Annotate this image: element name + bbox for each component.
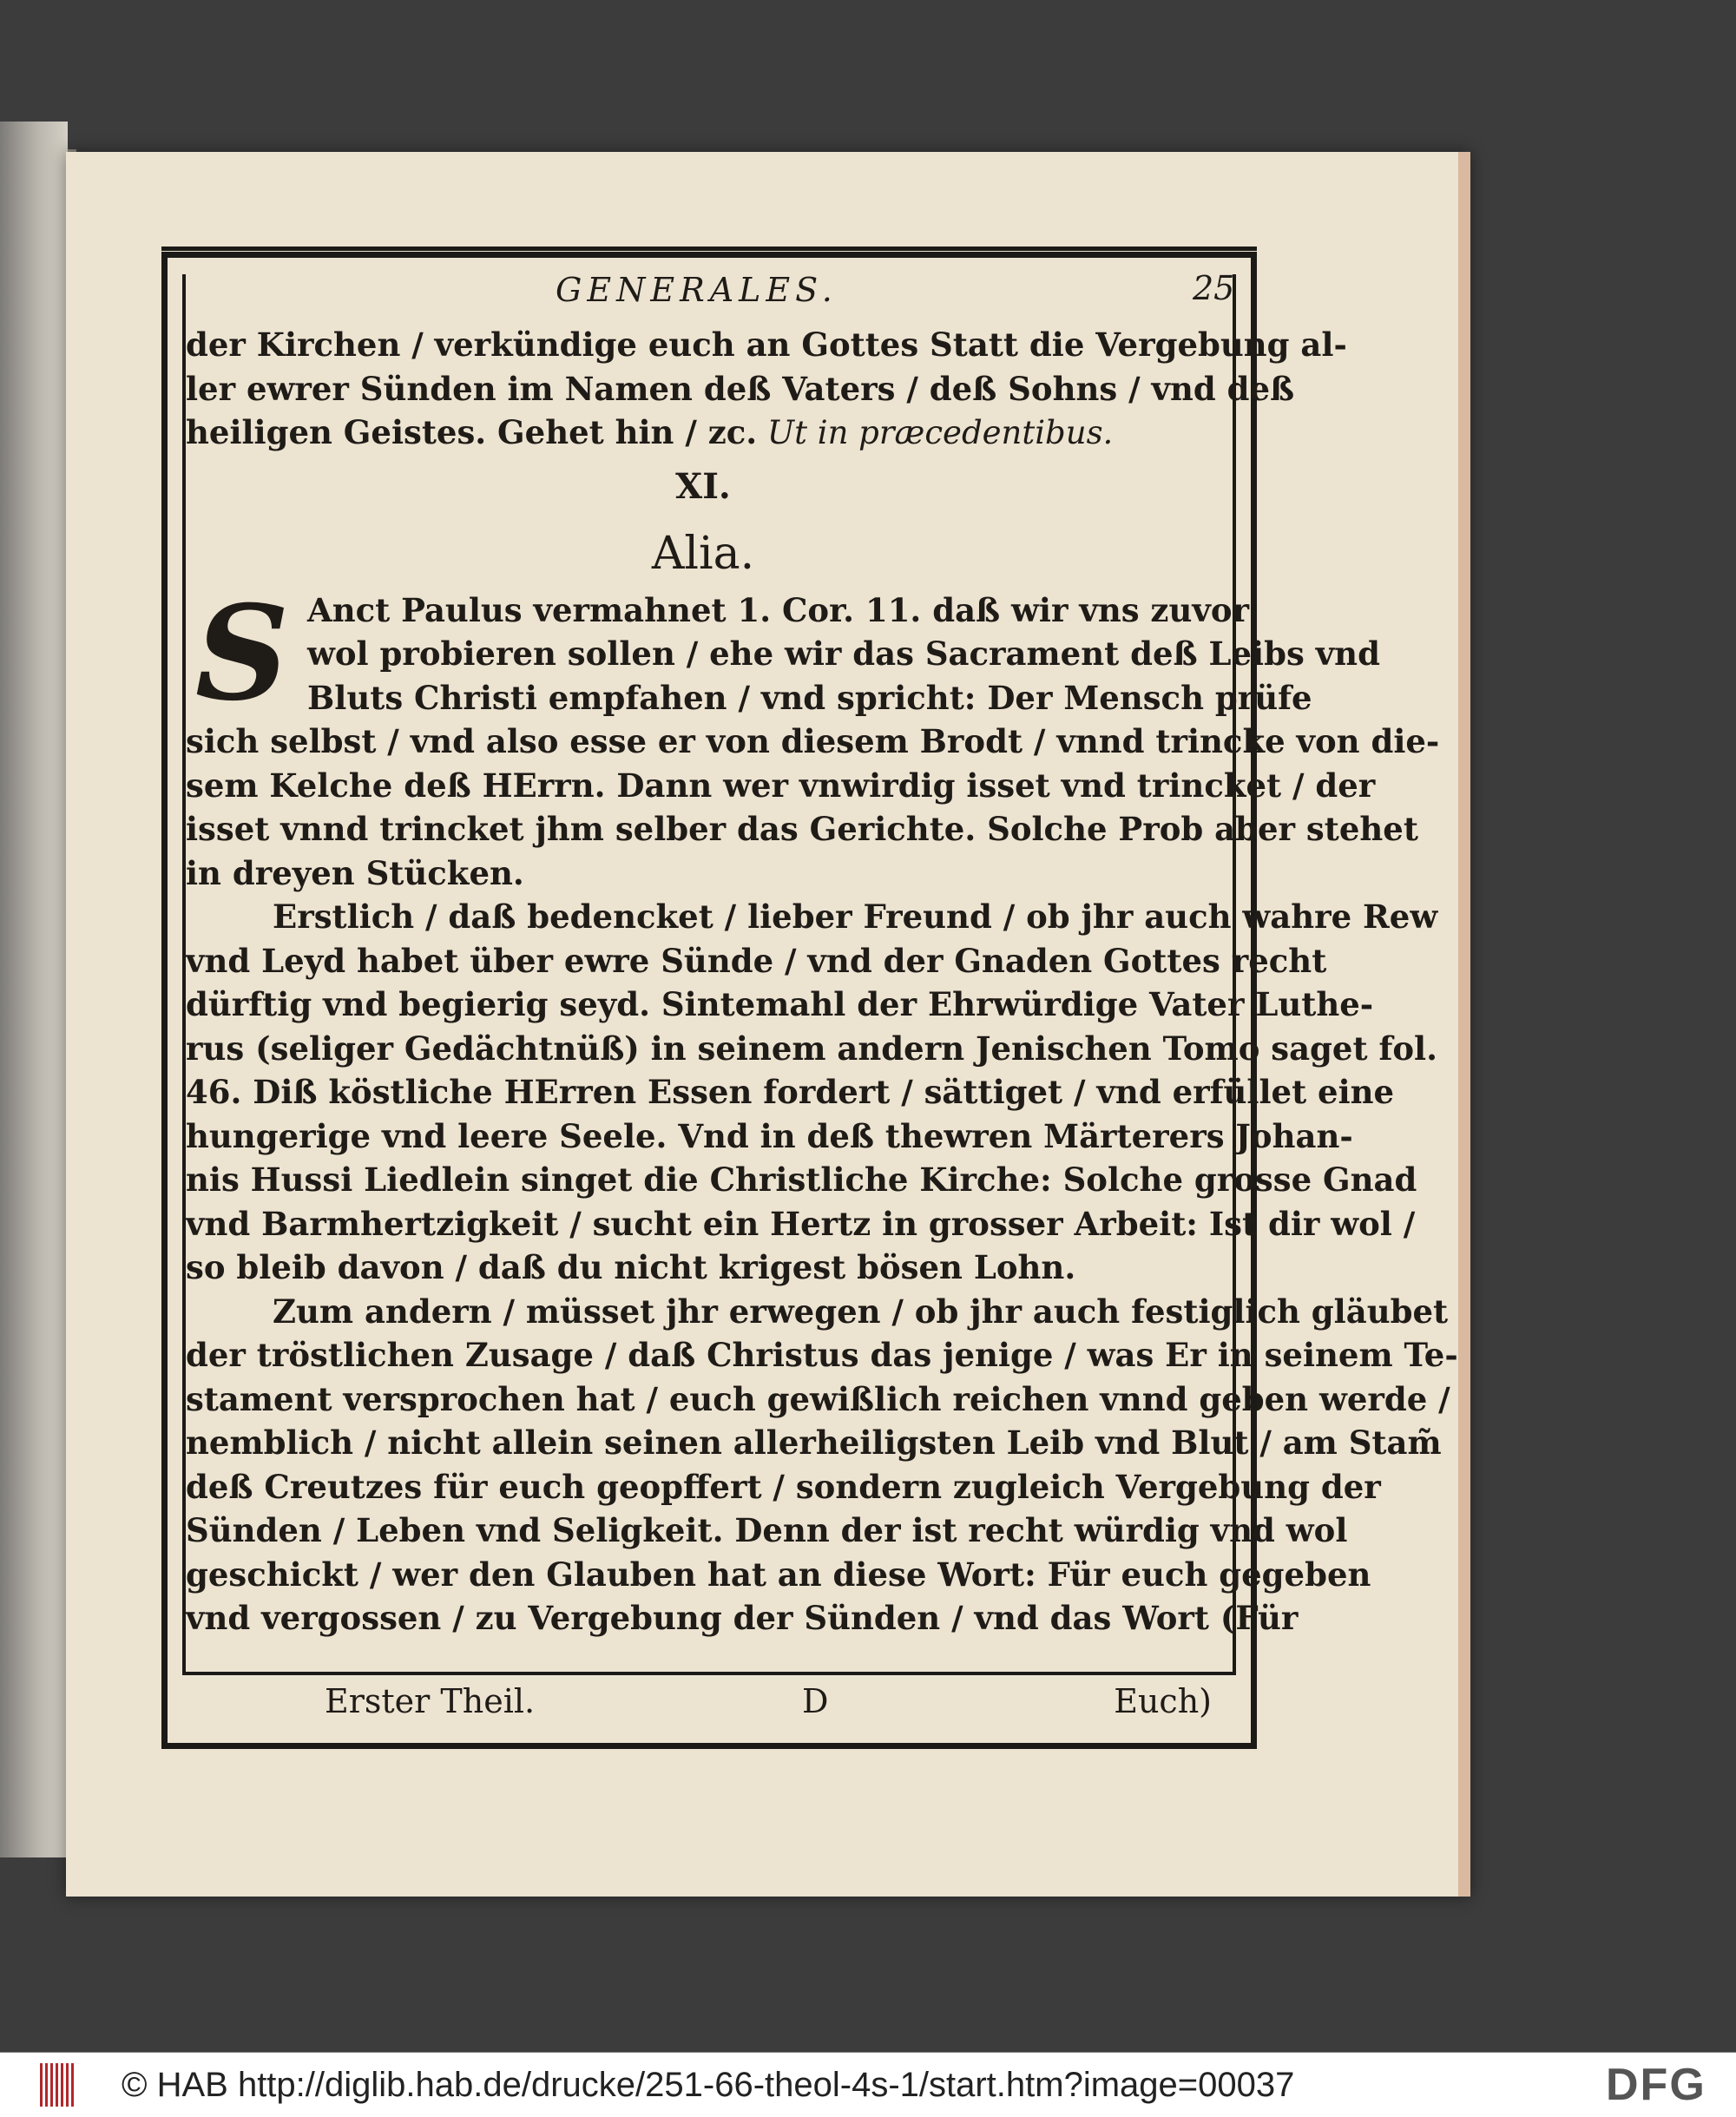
page-footer (186, 1677, 1220, 1726)
footer-rule (182, 1672, 1236, 1675)
section-number: XI. (675, 465, 731, 507)
text-line: ler ewrer Sünden im Namen deß Vaters / deß Sohns / vnd deß (186, 369, 1295, 408)
running-head: GENERALES. (556, 271, 838, 309)
text-line: der Kirchen / verkündige euch an Gottes Statt die Vergebung al- (186, 325, 1347, 364)
signature-label: Erster Theil. (325, 1682, 536, 1720)
text-line: vnd Barmhertzigkeit / sucht ein Hertz in grosser Arbeit: Ist dir wol / (186, 1204, 1416, 1243)
facing-page-edge (0, 122, 68, 1857)
text-line: nemblich / nicht allein seinen allerheiligsten Leib vnd Blut / am Stam̃ (186, 1423, 1442, 1462)
text-line: vnd Leyd habet über ewre Sünde / vnd der Gnaden Gottes recht (186, 941, 1327, 980)
section-title: Alia. (651, 527, 755, 580)
text-line-german: heiligen Geistes. Gehet hin / zc. (186, 413, 758, 451)
text-line (186, 411, 1220, 455)
text-line: in dreyen Stücken. (186, 853, 524, 892)
text-line: dürftig vnd begierig seyd. Sintemahl der Ehrwürdige Vater Luthe- (186, 985, 1374, 1023)
catchword: Euch) (1114, 1682, 1212, 1720)
text-line: deß Creutzes für euch geopffert / sondern zugleich Vergebung der (186, 1467, 1381, 1506)
text-line: nis Hussi Liedlein singet die Christliche Kirche: Solche grosse Gnad (186, 1160, 1417, 1199)
text-line: rus (seliger Gedächtnüß) in seinem andern Jenischen Tomo saget fol. (186, 1029, 1437, 1068)
text-line: stament versprochen hat / euch gewißlich reichen vnnd geben werde / (186, 1379, 1450, 1418)
text-line: Bluts Christi empfahen / vnd spricht: Der Mensch prüfe (307, 678, 1312, 717)
barcode-icon (40, 2063, 75, 2107)
text-line: hungerige vnd leere Seele. Vnd in deß thewren Märterers Johan- (186, 1116, 1353, 1155)
text-line: vnd vergossen / zu Vergebung der Sünden / vnd das Wort (Für (186, 1599, 1299, 1637)
text-line: Zum andern / müsset jhr erwegen / ob jhr auch festiglich gläubet (273, 1292, 1449, 1331)
credit-link[interactable]: © HAB http://diglib.hab.de/drucke/251-66-theol-4s-1/start.htm?image=00037 (122, 2066, 1295, 2104)
credit-bar (0, 2052, 1736, 2117)
text-line-latin: Ut in præcedentibus. (757, 414, 1114, 451)
page-number: 25 (1193, 269, 1235, 307)
text-line: so bleib davon / daß du nicht krigest bösen Lohn. (186, 1248, 1076, 1286)
text-line: Anct Paulus vermahnet 1. Cor. 11. daß wir vns zuvor (307, 590, 1250, 629)
dfg-logo: DFG (1606, 2060, 1706, 2110)
text-line: sem Kelche deß HErrn. Dann wer vnwirdig isset vnd trincket / der (186, 766, 1376, 805)
text-line: wol probieren sollen / ehe wir das Sacrament deß Leibs vnd (307, 634, 1380, 673)
drop-cap-initial: S (194, 576, 290, 730)
text-block (186, 323, 1458, 1640)
text-line: der tröstlichen Zusage / daß Christus das jenige / was Er in seinem Te- (186, 1336, 1458, 1374)
drop-cap-paragraph (186, 576, 1380, 730)
signature-mark: D (802, 1682, 829, 1720)
text-line: Erstlich / daß bedencket / lieber Freund / ob jhr auch wahre Rew (273, 897, 1438, 936)
text-line: geschickt / wer den Glauben hat an diese Wort: Für euch gegeben (186, 1555, 1371, 1594)
text-line: sich selbst / vnd also esse er von diesem Brodt / vnnd trincke von die- (186, 722, 1440, 760)
text-line: isset vnnd trincket jhm selber das Gerichte. Solche Prob aber stehet (186, 810, 1418, 848)
text-line: 46. Diß köstliche HErren Essen fordert / sättiget / vnd erfüllet eine (186, 1073, 1395, 1111)
header-rule (161, 247, 1257, 251)
text-line: Sünden / Leben vnd Seligkeit. Denn der ist recht würdig vnd wol (186, 1511, 1348, 1549)
